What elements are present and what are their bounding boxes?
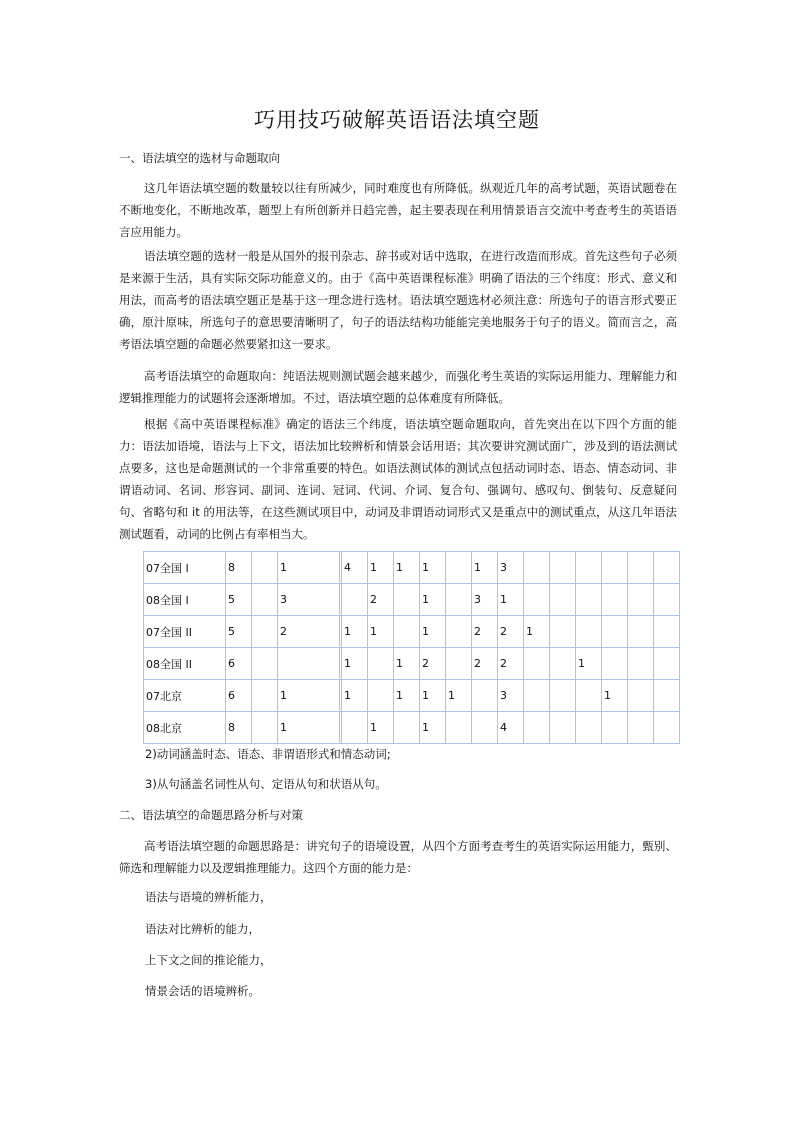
table-cell bbox=[252, 712, 278, 744]
table-row-label: 08北京 bbox=[144, 712, 226, 744]
ability-item-3: 上下文之间的推论能力， bbox=[145, 953, 272, 967]
table-cell bbox=[524, 680, 550, 712]
table-cell: 2 bbox=[278, 616, 340, 648]
table-cell bbox=[576, 712, 602, 744]
table-cell bbox=[550, 648, 576, 680]
table-row-label: 08全国 I bbox=[144, 584, 226, 616]
table-cell bbox=[472, 712, 498, 744]
table-cell: 5 bbox=[226, 616, 252, 648]
table-cell: 2 bbox=[420, 648, 446, 680]
table-cell bbox=[576, 584, 602, 616]
table-row bbox=[144, 584, 680, 616]
table-cell: 3 bbox=[278, 584, 340, 616]
table-cell: 1 bbox=[420, 712, 446, 744]
table-cell bbox=[472, 680, 498, 712]
table-row bbox=[144, 552, 680, 584]
table-cell bbox=[576, 616, 602, 648]
table-cell: 1 bbox=[394, 552, 420, 584]
table-cell: 1 bbox=[446, 680, 472, 712]
paragraph-1: 这几年语法填空题的数量较以往有所减少，同时难度也有所降低。纵观近几年的高考试题，英语试题卷在不断地变化，不断地改革，题型上有所创新并日趋完善，起主要表现在利用情景语言交流中考查考生的英语语言应用能力。 bbox=[119, 181, 677, 239]
table-cell bbox=[550, 680, 576, 712]
table-cell bbox=[628, 680, 654, 712]
table-cell bbox=[446, 552, 472, 584]
ability-item-2: 语法对比辨析的能力， bbox=[145, 922, 260, 936]
table-row-label: 07北京 bbox=[144, 680, 226, 712]
table-row-label: 07全国 I bbox=[144, 552, 226, 584]
table-cell bbox=[394, 584, 420, 616]
table-cell: 1 bbox=[498, 584, 524, 616]
table-cell bbox=[342, 584, 368, 616]
table-cell bbox=[550, 584, 576, 616]
table-cell bbox=[602, 648, 628, 680]
paragraph-4: 根据《高中英语课程标准》确定的语法三个纬度，语法填空题命题取向，首先突出在以下四个方面的能力：语法加语境，语法与上下文，语法加比较辨析和情景会话用语；其次要讲究测试面广，涉及到的语法测试点要多，这也是命题测试的一个非常重要的特色。如语法测试体的测试点包括动词时态、语态、情态动词、非谓语动词、名词、形容词、副词、连词、冠词、代词、介词、复合句、强调句、感叹句、倒装句、反意疑问句、省略句和 it 的用法等，在这些测试项目中，动词及非谓语动词形式又是重点中的测试重点，从这几年语法测试题看，动词的比例占有率相当大。 bbox=[119, 417, 677, 541]
table-row-label: 08全国 II bbox=[144, 648, 226, 680]
table-cell bbox=[524, 584, 550, 616]
table-cell: 1 bbox=[524, 616, 550, 648]
section2-heading: 二、语法填空的命题思路分析与对策 bbox=[119, 808, 303, 822]
table-cell bbox=[394, 712, 420, 744]
table-cell: 1 bbox=[394, 648, 420, 680]
note-2: 2)动词涵盖时态、语态、非谓语形式和情态动词; bbox=[145, 747, 391, 761]
table-row bbox=[144, 680, 680, 712]
table-cell: 1 bbox=[368, 712, 394, 744]
table-cell: 8 bbox=[226, 712, 252, 744]
table-cell bbox=[602, 552, 628, 584]
table-cell: 1 bbox=[278, 712, 340, 744]
table-cell: 4 bbox=[498, 712, 524, 744]
table-cell: 8 bbox=[226, 552, 252, 584]
table-cell bbox=[252, 584, 278, 616]
table-cell bbox=[654, 616, 680, 648]
table-row bbox=[144, 648, 680, 680]
table-cell: 2 bbox=[498, 616, 524, 648]
table-cell: 1 bbox=[278, 680, 340, 712]
document-title: 巧用技巧破解英语语法填空题 bbox=[254, 108, 540, 132]
table-cell: 1 bbox=[420, 616, 446, 648]
ability-item-4: 情景会话的语境辨析。 bbox=[145, 984, 260, 998]
table-cell bbox=[654, 584, 680, 616]
table-cell bbox=[446, 712, 472, 744]
table-row-label: 07全国 II bbox=[144, 616, 226, 648]
table-cell: 1 bbox=[368, 616, 394, 648]
table-cell bbox=[368, 648, 394, 680]
table-cell: 3 bbox=[498, 680, 524, 712]
table-cell bbox=[252, 616, 278, 648]
table-cell: 1 bbox=[342, 616, 368, 648]
table-cell bbox=[576, 552, 602, 584]
note-3: 3)从句涵盖名词性从句、定语从句和状语从句。 bbox=[145, 777, 387, 791]
table-cell: 1 bbox=[342, 648, 368, 680]
table-cell bbox=[628, 552, 654, 584]
table-cell: 1 bbox=[420, 680, 446, 712]
table-cell bbox=[368, 680, 394, 712]
table-cell bbox=[628, 648, 654, 680]
table-cell bbox=[278, 648, 340, 680]
section1-heading: 一、语法填空的选材与命题取向 bbox=[119, 151, 280, 165]
table-cell bbox=[394, 616, 420, 648]
table-cell bbox=[654, 712, 680, 744]
table-cell: 1 bbox=[420, 552, 446, 584]
table-cell: 4 bbox=[342, 552, 368, 584]
table-cell bbox=[628, 712, 654, 744]
table-cell: 3 bbox=[472, 584, 498, 616]
table-cell: 1 bbox=[472, 552, 498, 584]
table-cell: 1 bbox=[420, 584, 446, 616]
table-cell: 1 bbox=[576, 648, 602, 680]
table-cell bbox=[628, 584, 654, 616]
paragraph-3: 高考语法填空的命题取向：纯语法规则测试题会越来越少，而强化考生英语的实际运用能力、理解能力和逻辑推理能力的试题将会逐渐增加。不过，语法填空题的总体难度有所降低。 bbox=[119, 369, 677, 405]
table-cell bbox=[628, 616, 654, 648]
table-cell bbox=[602, 712, 628, 744]
table-cell bbox=[550, 552, 576, 584]
table-cell bbox=[550, 616, 576, 648]
table-row bbox=[144, 712, 680, 744]
table-cell: 2 bbox=[472, 648, 498, 680]
table-cell: 2 bbox=[368, 584, 394, 616]
table-cell bbox=[446, 648, 472, 680]
table-cell: 5 bbox=[226, 584, 252, 616]
table-cell: 6 bbox=[226, 680, 252, 712]
table-cell bbox=[550, 712, 576, 744]
table-cell bbox=[524, 648, 550, 680]
table-cell: 2 bbox=[472, 616, 498, 648]
table-cell bbox=[252, 552, 278, 584]
test-point-table bbox=[143, 551, 680, 744]
paragraph-5: 高考语法填空题的命题思路是：讲究句子的语境设置，从四个方面考查考生的英语实际运用能力，甄别、筛选和理解能力以及逻辑推理能力。这四个方面的能力是： bbox=[119, 839, 677, 875]
table-cell bbox=[446, 616, 472, 648]
table-cell: 2 bbox=[498, 648, 524, 680]
table-cell bbox=[654, 648, 680, 680]
table-cell: 1 bbox=[394, 680, 420, 712]
table-cell: 6 bbox=[226, 648, 252, 680]
table-cell bbox=[524, 712, 550, 744]
table-cell bbox=[654, 680, 680, 712]
table-cell: 1 bbox=[278, 552, 340, 584]
table-cell bbox=[654, 552, 680, 584]
table-cell bbox=[252, 648, 278, 680]
ability-item-1: 语法与语境的辨析能力， bbox=[145, 890, 272, 904]
paragraph-2: 语法填空题的选材一般是从国外的报刊杂志、辞书或对话中选取，在进行改造而形成。首先这些句子必须是来源于生活，具有实际交际功能意义的。由于《高中英语课程标准》明确了语法的三个纬度：形式、意义和用法，而高考的语法填空题正是基于这一理念进行选材。语法填空题选材必须注意：所选句子的语言形式要正确，原汁原味，所选句子的意思要清晰明了，句子的语法结构功能能完美地服务于句子的语义。简而言之，高考语法填空题的命题必然要紧扣这一要求。 bbox=[119, 249, 677, 351]
table-cell bbox=[602, 584, 628, 616]
table-cell bbox=[576, 680, 602, 712]
table-cell: 1 bbox=[342, 680, 368, 712]
table-cell bbox=[252, 680, 278, 712]
table-row bbox=[144, 616, 680, 648]
table-cell bbox=[602, 616, 628, 648]
table-cell: 1 bbox=[368, 552, 394, 584]
table-cell: 1 bbox=[602, 680, 628, 712]
table-cell bbox=[342, 712, 368, 744]
table-cell bbox=[524, 552, 550, 584]
table-cell bbox=[446, 584, 472, 616]
table-cell: 3 bbox=[498, 552, 524, 584]
